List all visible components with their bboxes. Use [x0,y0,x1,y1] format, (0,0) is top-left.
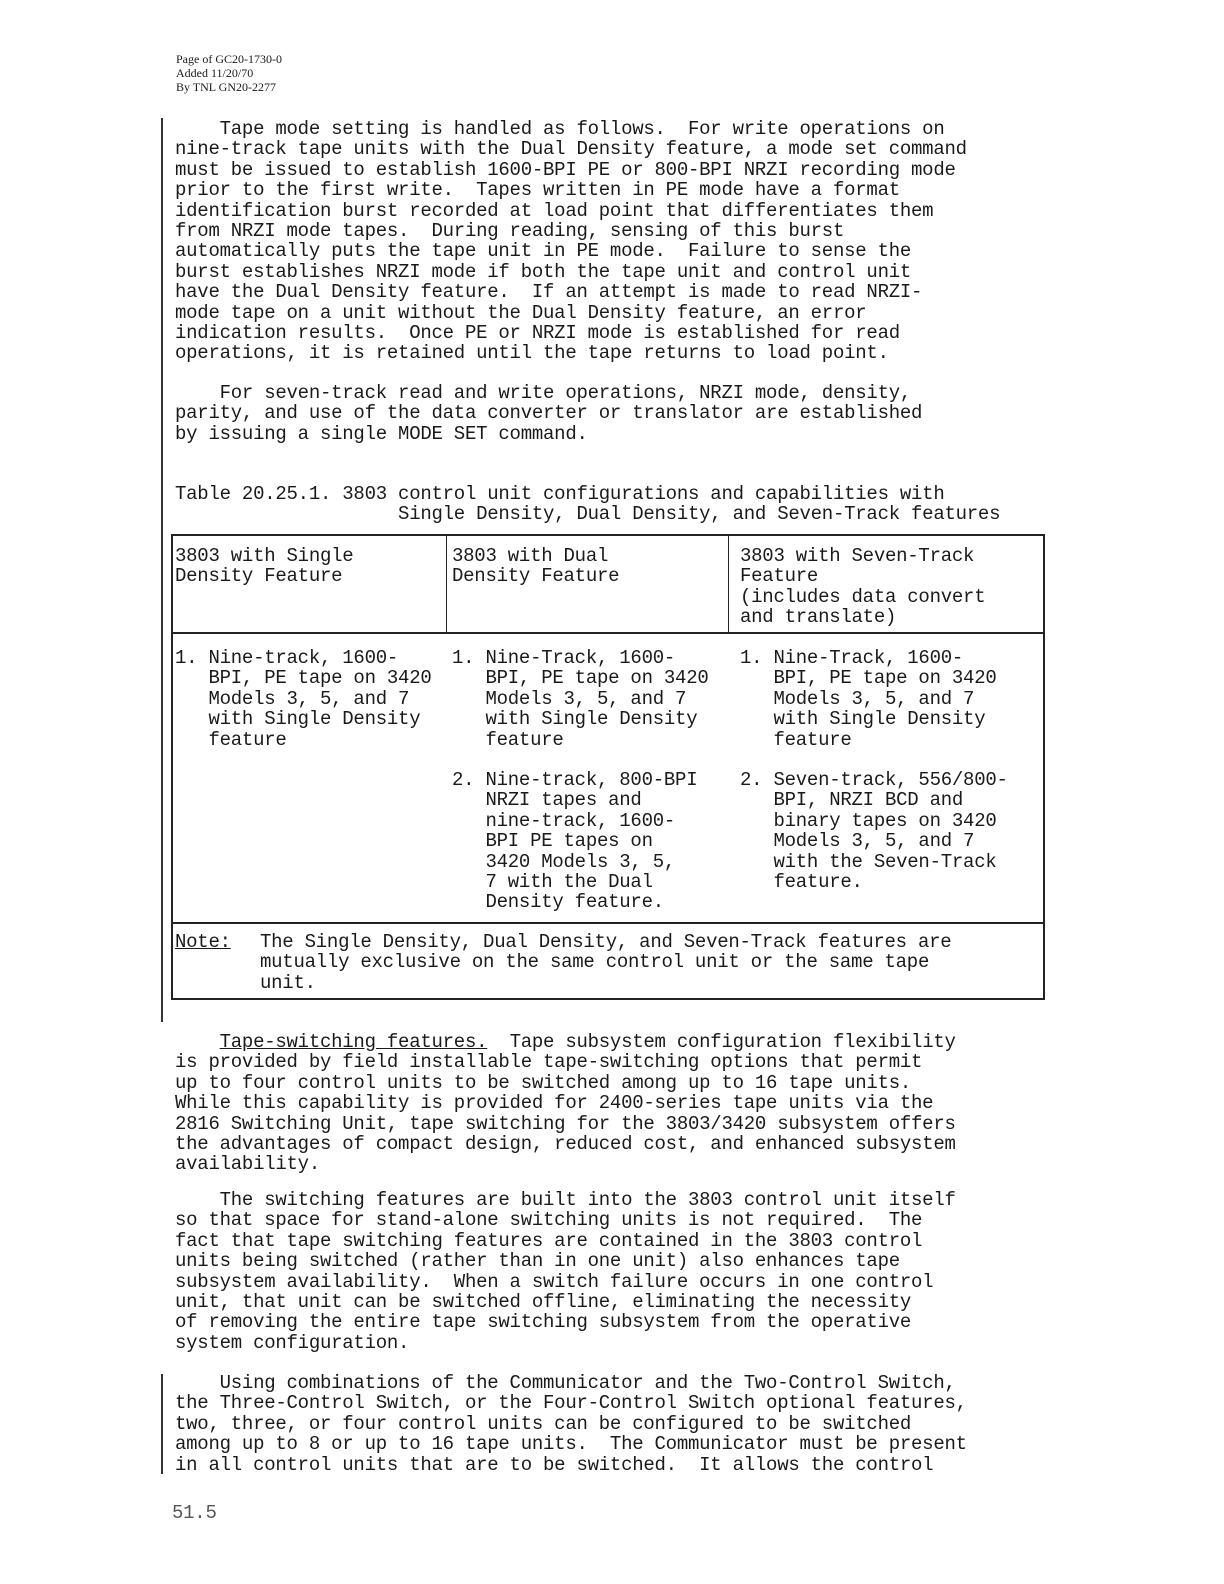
header-line-tnl: By TNL GN20-2277 [176,80,276,94]
header-line-added: Added 11/20/70 [176,66,254,80]
paragraph-communicator: Using combinations of the Communicator and the Two-Control Switch, the Three-Control Switch, or the Four-Control Switch optional features, two, three, or four control units can be configured to be switched among up to 8 or up to 16 tape units. The Communicator must be present in all control units that are to be switched. It allows the control [175,1372,967,1476]
dual-density-item-1: 1. Nine-Track, 1600- BPI, PE tape on 3420 Models 3, 5, and 7 with Single Density feature [452,647,709,751]
paragraph-seven-track: For seven-track read and write operations, NRZI mode, density, parity, and use of the data converter or translator are established by issuing a single MODE SET command. [175,382,923,445]
table-header-seven-track: 3803 with Seven-Track Feature (includes data convert and translate) [740,545,986,629]
paragraph-tape-switching [175,1032,1045,1175]
seven-track-item-1: 1. Nine-Track, 1600- BPI, PE tape on 3420 Models 3, 5, and 7 with Single Density feature [740,647,997,751]
header-line-page: Page of GC20-1730-0 [176,52,282,66]
table-note-text: The Single Density, Dual Density, and Seven-Track features are mutually exclusive on the same control unit or the same tape unit. [260,931,952,994]
dual-density-item-2: 2. Nine-track, 800-BPI NRZI tapes and nine-track, 1600- BPI PE tapes on 3420 Models 3, 5, 7 with the Dual Density feature. [452,769,698,914]
single-density-item-1: 1. Nine-track, 1600- BPI, PE tape on 3420 Models 3, 5, and 7 with Single Density feature [175,647,432,751]
table-column-divider-1 [446,536,447,632]
tape-switching-body: Tape subsystem configuration flexibility is provided by field installable tape-switching options that permit up to four control units to be switched among up to 16 tape units. While this capability is provided for 2400-series tape units via the 2816 Switching Unit, tape switching for the 3803/3420 subsystem offers the advantages of compact design, reduced cost, and enhanced subsystem availability. [175,1031,956,1176]
paragraph-indent [175,1031,220,1053]
table-header-single-density: 3803 with Single Density Feature [175,545,354,588]
change-bar-bottom [161,1374,163,1474]
table-caption: Table 20.25.1. 3803 control unit configurations and capabilities with Single Density, Dual Density, and Seven-Track features [175,483,1001,526]
page-number: 51.5 [172,1502,217,1524]
table-note-label: Note: [175,931,231,953]
paragraph-switching-features: The switching features are built into the 3803 control unit itself so that space for stand-alone switching units is not required. The fact that tape switching features are contained in the 3803 control units being switched (rather than in one unit) also enhances tape subsystem availability. When a switch failure occurs in one control unit, that unit can be switched offline, eliminating the necessity of removing the entire tape switching subsystem from the operative system configuration. [175,1189,956,1354]
page-header [176,52,282,94]
change-bar-top [161,118,163,1022]
table-header-divider [173,632,1043,634]
tape-switching-heading: Tape-switching features. [219,1031,488,1053]
table-column-divider-2 [728,536,729,632]
seven-track-item-2: 2. Seven-track, 556/800- BPI, NRZI BCD and binary tapes on 3420 Models 3, 5, and 7 with the Seven-Track feature. [740,769,1008,894]
configuration-table [171,534,1045,1000]
paragraph-tape-mode-setting: Tape mode setting is handled as follows. For write operations on nine-track tape units with the Dual Density feature, a mode set command must be issued to establish 1600-BPI PE or 800-BPI NRZI recording mode prior to the first write. Tapes written in PE mode have a format identification burst recorded at load point that differentiates them from NRZI mode tapes. During reading, sensing of this burst automatically puts the tape unit in PE mode. Failure to sense the burst establishes NRZI mode if both the tape unit and control unit have the Dual Density feature. If an attempt is made to read NRZI- mode tape on a unit without the Dual Density feature, an error indication results. Once PE or NRZI mode is established for read operations, it is retained until the tape returns to load point. [175,118,967,365]
table-header-dual-density: 3803 with Dual Density Feature [452,545,620,588]
table-note-divider [173,922,1043,924]
